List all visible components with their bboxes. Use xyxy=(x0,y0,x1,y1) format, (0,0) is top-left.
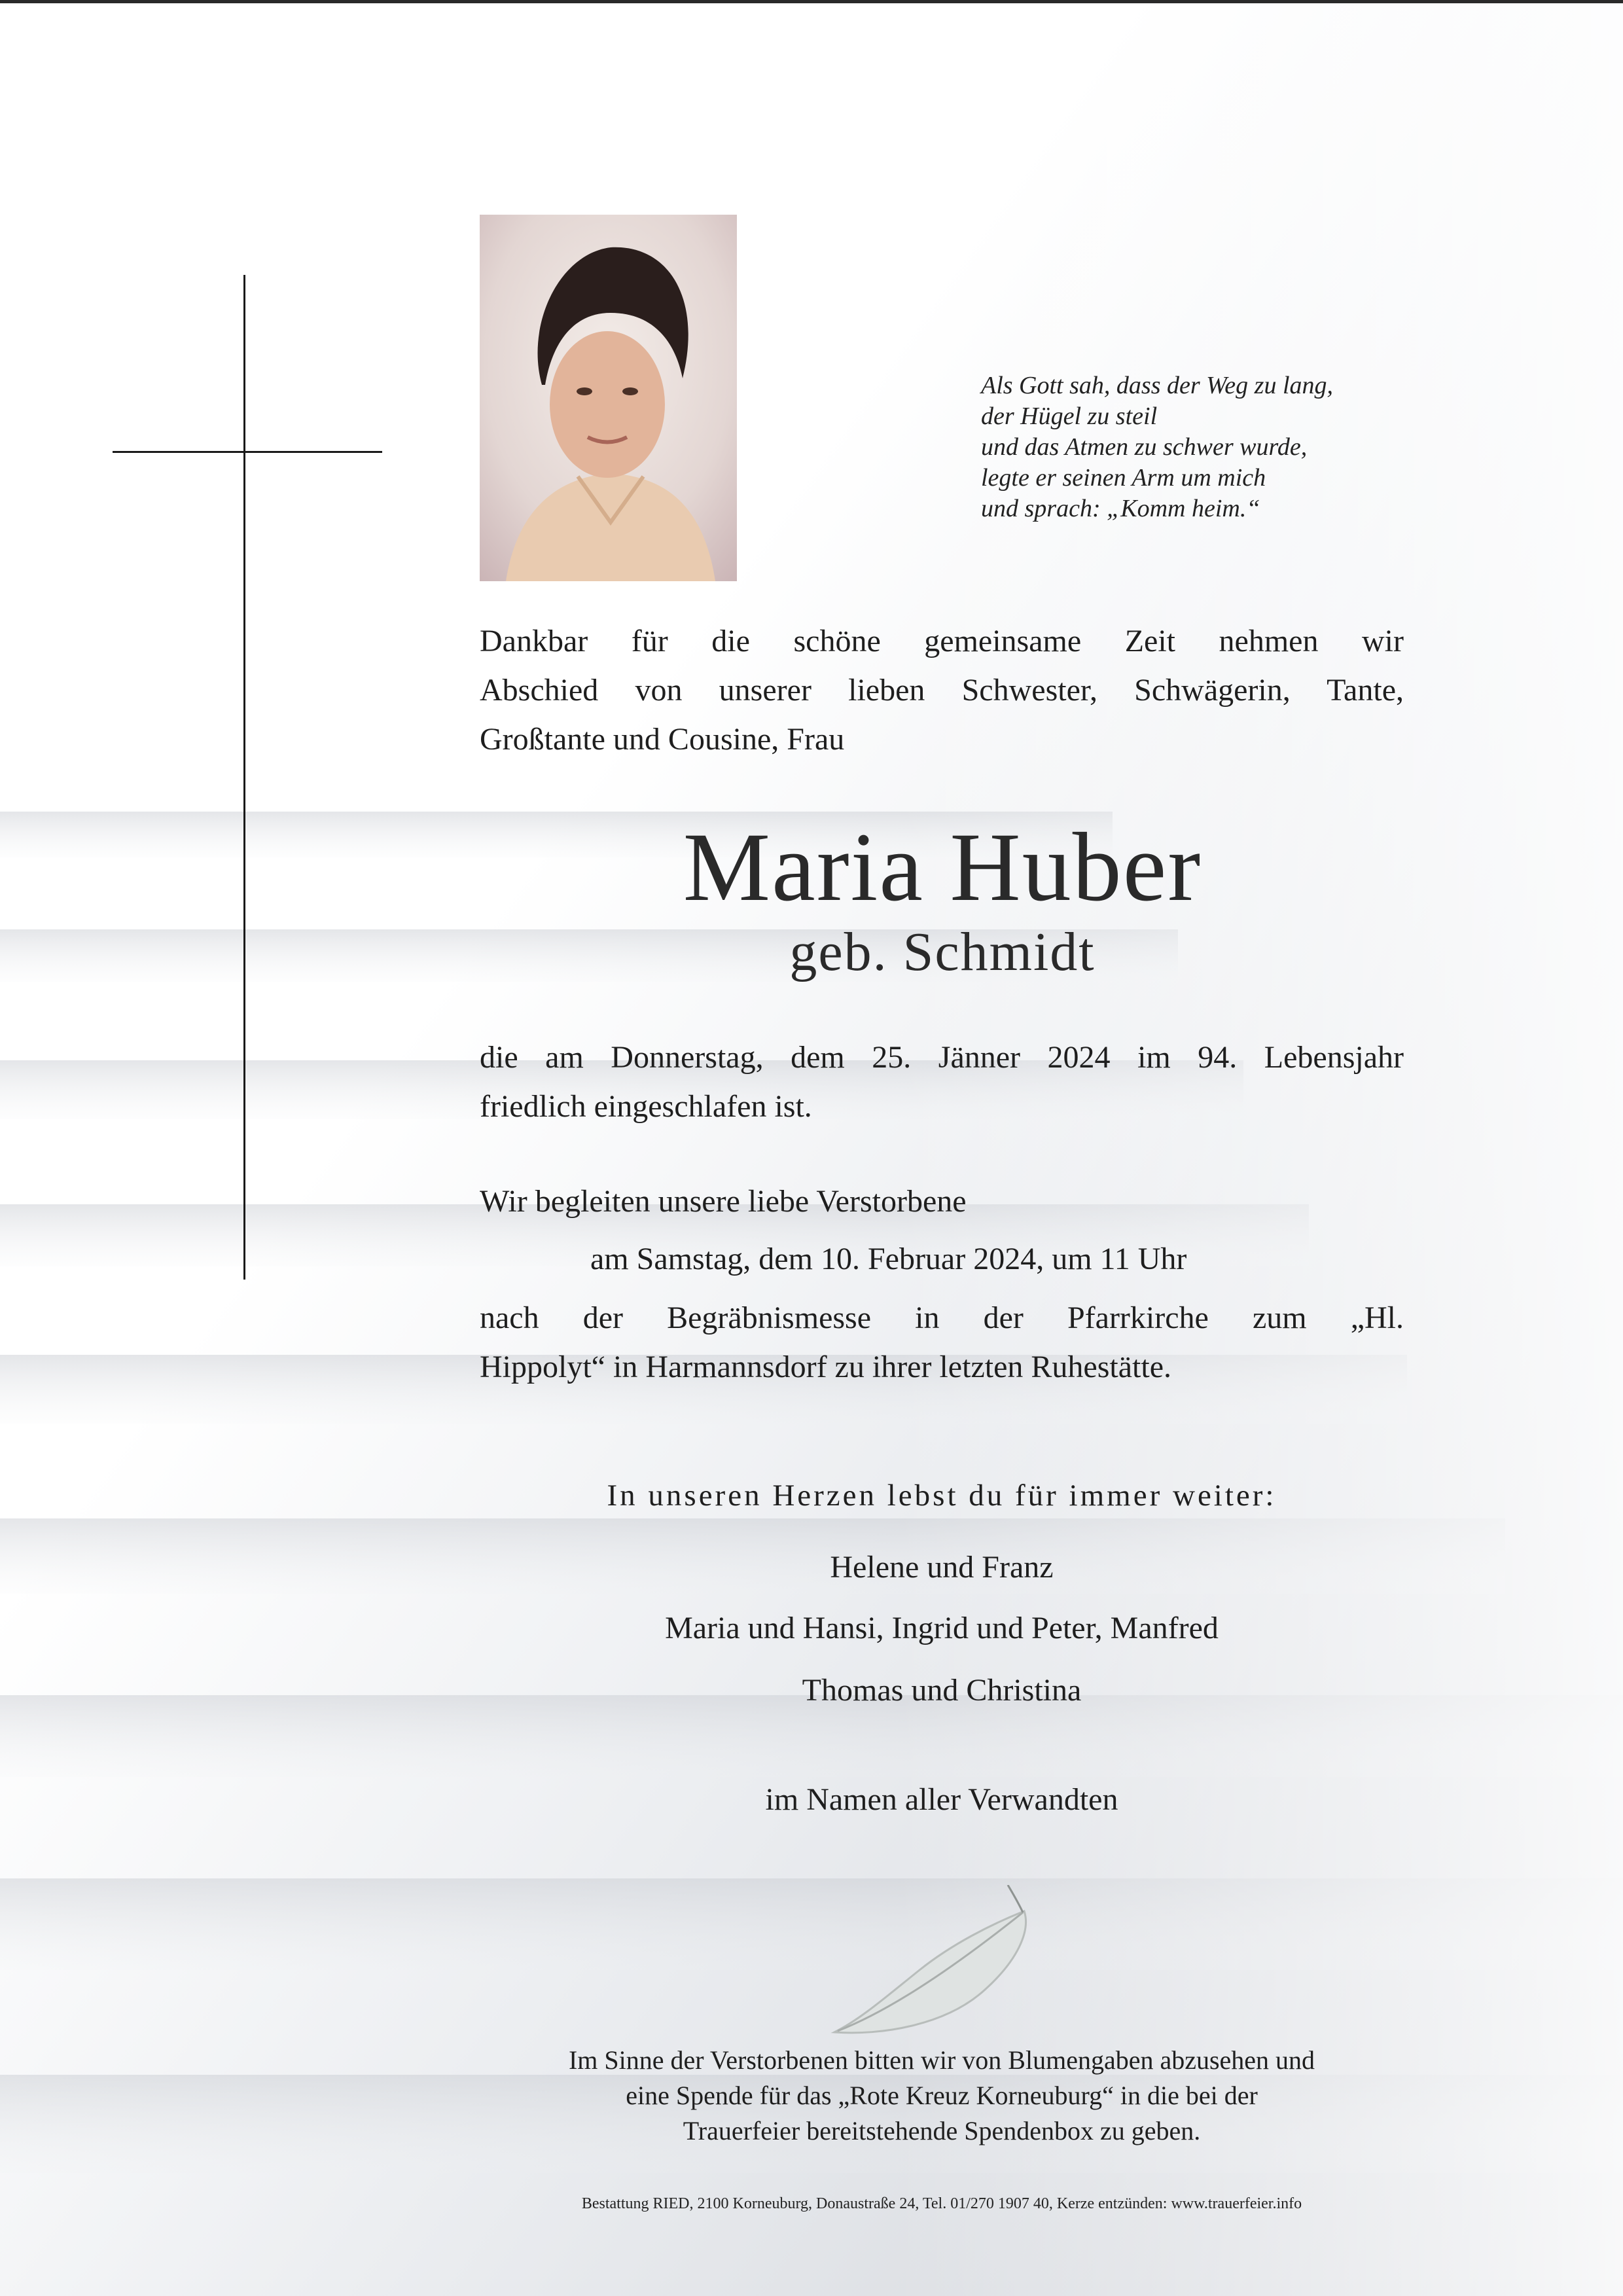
funeral-place xyxy=(480,1293,1404,1391)
mourner-names: Thomas und Christina xyxy=(802,1673,1082,1708)
mourners-motto: In unseren Herzen lebst du für immer weiter: xyxy=(607,1479,1277,1513)
funeral-line: Wir begleiten unsere liebe Verstorbene xyxy=(480,1184,967,1219)
mourners-closing: im Namen aller Verwandten xyxy=(765,1782,1118,1817)
intro-paragraph xyxy=(480,617,1404,764)
poem-line: Als Gott sah, dass der Weg zu lang, xyxy=(981,372,1334,399)
mourner-names: Helene und Franz xyxy=(830,1550,1054,1585)
top-border xyxy=(0,0,1623,3)
intro-line: Dankbar für die schöne gemeinsame Zeit nehmen wir xyxy=(480,624,1404,658)
intro-line: Großtante und Cousine, Frau xyxy=(480,722,845,757)
leaf-icon xyxy=(821,1885,1057,2049)
poem-line: der Hügel zu steil xyxy=(981,403,1158,430)
portrait-photo xyxy=(480,215,737,581)
funeral-date xyxy=(590,1234,1441,1283)
deceased-name: Maria Huber xyxy=(683,813,1202,922)
death-paragraph xyxy=(480,1033,1404,1131)
poem-line: und das Atmen zu schwer wurde, xyxy=(981,433,1308,461)
mourner-names: Maria und Hansi, Ingrid und Peter, Manfred xyxy=(665,1611,1219,1645)
funeral-place-line: Hippolyt“ in Harmannsdorf zu ihrer letzten Ruhestätte. xyxy=(480,1350,1172,1384)
funeral-date-line: am Samstag, dem 10. Februar 2024, um 11 Uhr xyxy=(590,1242,1187,1276)
death-line: friedlich eingeschlafen ist. xyxy=(480,1089,812,1124)
poem-line: und sprach: „Komm heim.“ xyxy=(981,495,1260,522)
donation-note-line: eine Spende für das „Rote Kreuz Korneuburg“ in die bei der xyxy=(626,2081,1258,2110)
intro-line: Abschied von unserer lieben Schwester, Schwägerin, Tante, xyxy=(480,673,1404,708)
funeral-intro xyxy=(480,1177,1404,1226)
cross-icon-vertical xyxy=(243,275,245,1280)
death-line: die am Donnerstag, dem 25. Jänner 2024 im 94. Lebensjahr xyxy=(480,1040,1404,1075)
funeral-home-footer: Bestattung RIED, 2100 Korneuburg, Donaustraße 24, Tel. 01/270 1907 40, Kerze entzünden: www.trauerfeier.info xyxy=(581,2195,1302,2212)
funeral-place-line: nach der Begräbnismesse in der Pfarrkirche zum „Hl. xyxy=(480,1300,1404,1335)
cross-icon-horizontal xyxy=(113,451,382,453)
poem-line: legte er seinen Arm um mich xyxy=(981,464,1266,492)
donation-note-line: Trauerfeier bereitstehende Spendenbox zu geben. xyxy=(683,2116,1201,2145)
maiden-name: geb. Schmidt xyxy=(789,922,1096,982)
donation-note-line: Im Sinne der Verstorbenen bitten wir von Blumengaben abzusehen und xyxy=(568,2045,1315,2075)
poem xyxy=(981,370,1439,524)
